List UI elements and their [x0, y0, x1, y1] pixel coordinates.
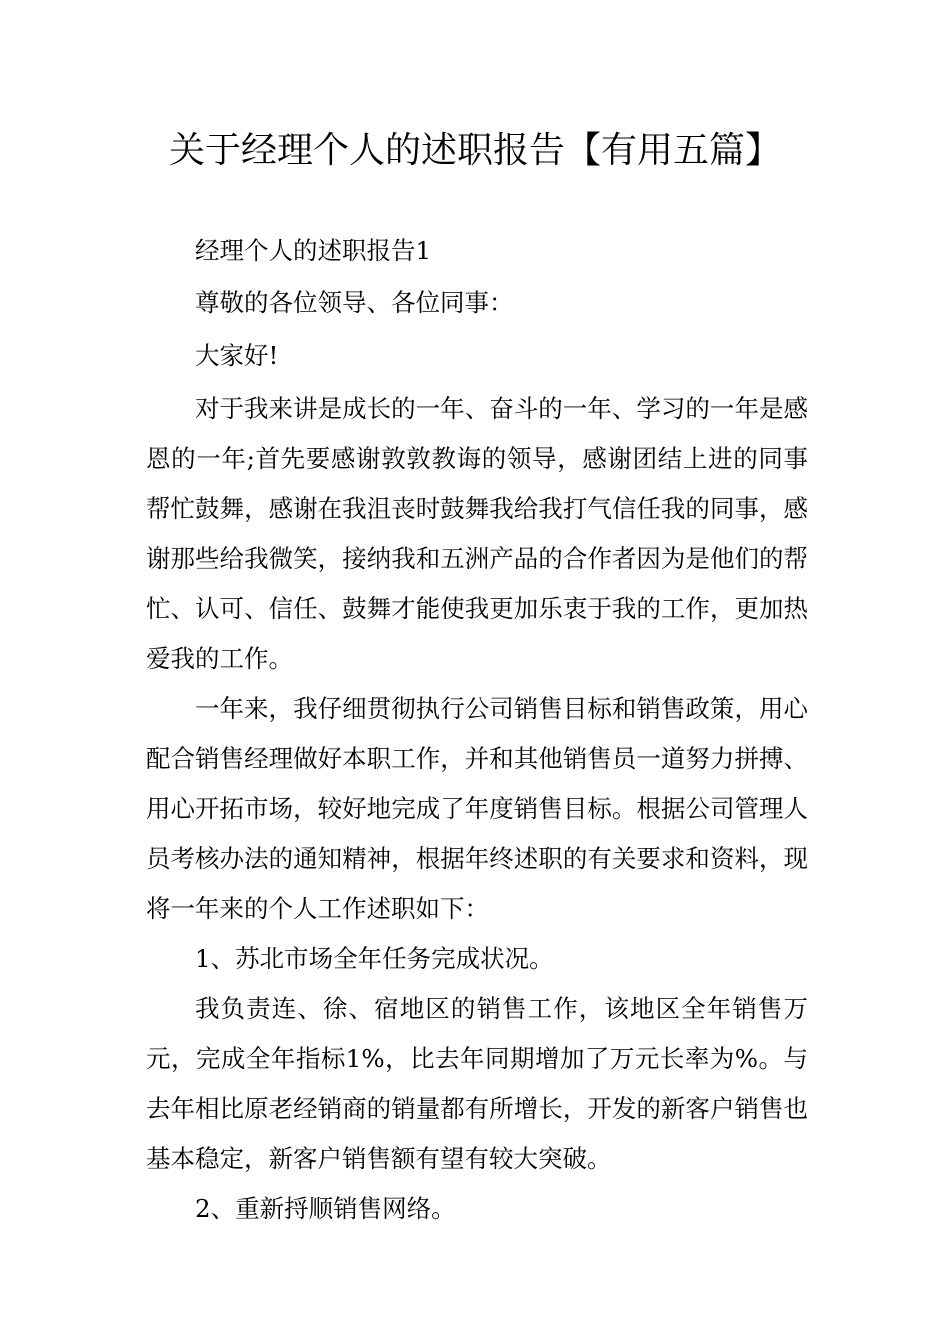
paragraph-sales-status: 我负责连、徐、宿地区的销售工作，该地区全年销售万元，完成全年指标1%，比去年同期增加了万元长率为%。与去年相比原老经销商的销量都有所增长，开发的新客户销售也基本稳定，新客户销售额有望有较大突破。	[146, 994, 808, 1173]
greeting: 大家好!	[195, 341, 279, 370]
report-heading: 经理个人的述职报告1	[195, 236, 432, 265]
paragraph-gratitude: 对于我来讲是成长的一年、奋斗的一年、学习的一年是感恩的一年;首先要感谢敦敦教诲的领导，感谢团结上进的同事帮忙鼓舞，感谢在我沮丧时鼓舞我给我打气信任我的同事，感谢那些给我微笑，接纳我和五洲产品的合作者因为是他们的帮忙、认可、信任、鼓舞才能使我更加乐衷于我的工作，更加热爱我的工作。	[146, 394, 808, 673]
section-heading-1: 1、苏北市场全年任务完成状况。	[195, 944, 554, 973]
document-title: 关于经理个人的述职报告【有用五篇】	[168, 130, 781, 171]
paragraph-summary: 一年来，我仔细贯彻执行公司销售目标和销售政策，用心配合销售经理做好本职工作，并和其他销售员一道努力拼搏、用心开拓市场，较好地完成了年度销售目标。根据公司管理人员考核办法的通知精神，根据年终述职的有关要求和资料，现将一年来的个人工作述职如下：	[146, 694, 808, 923]
document-body	[146, 226, 808, 1234]
salutation: 尊敬的各位领导、各位同事：	[195, 288, 514, 317]
section-heading-2: 2、重新捋顺销售网络。	[195, 1194, 456, 1223]
